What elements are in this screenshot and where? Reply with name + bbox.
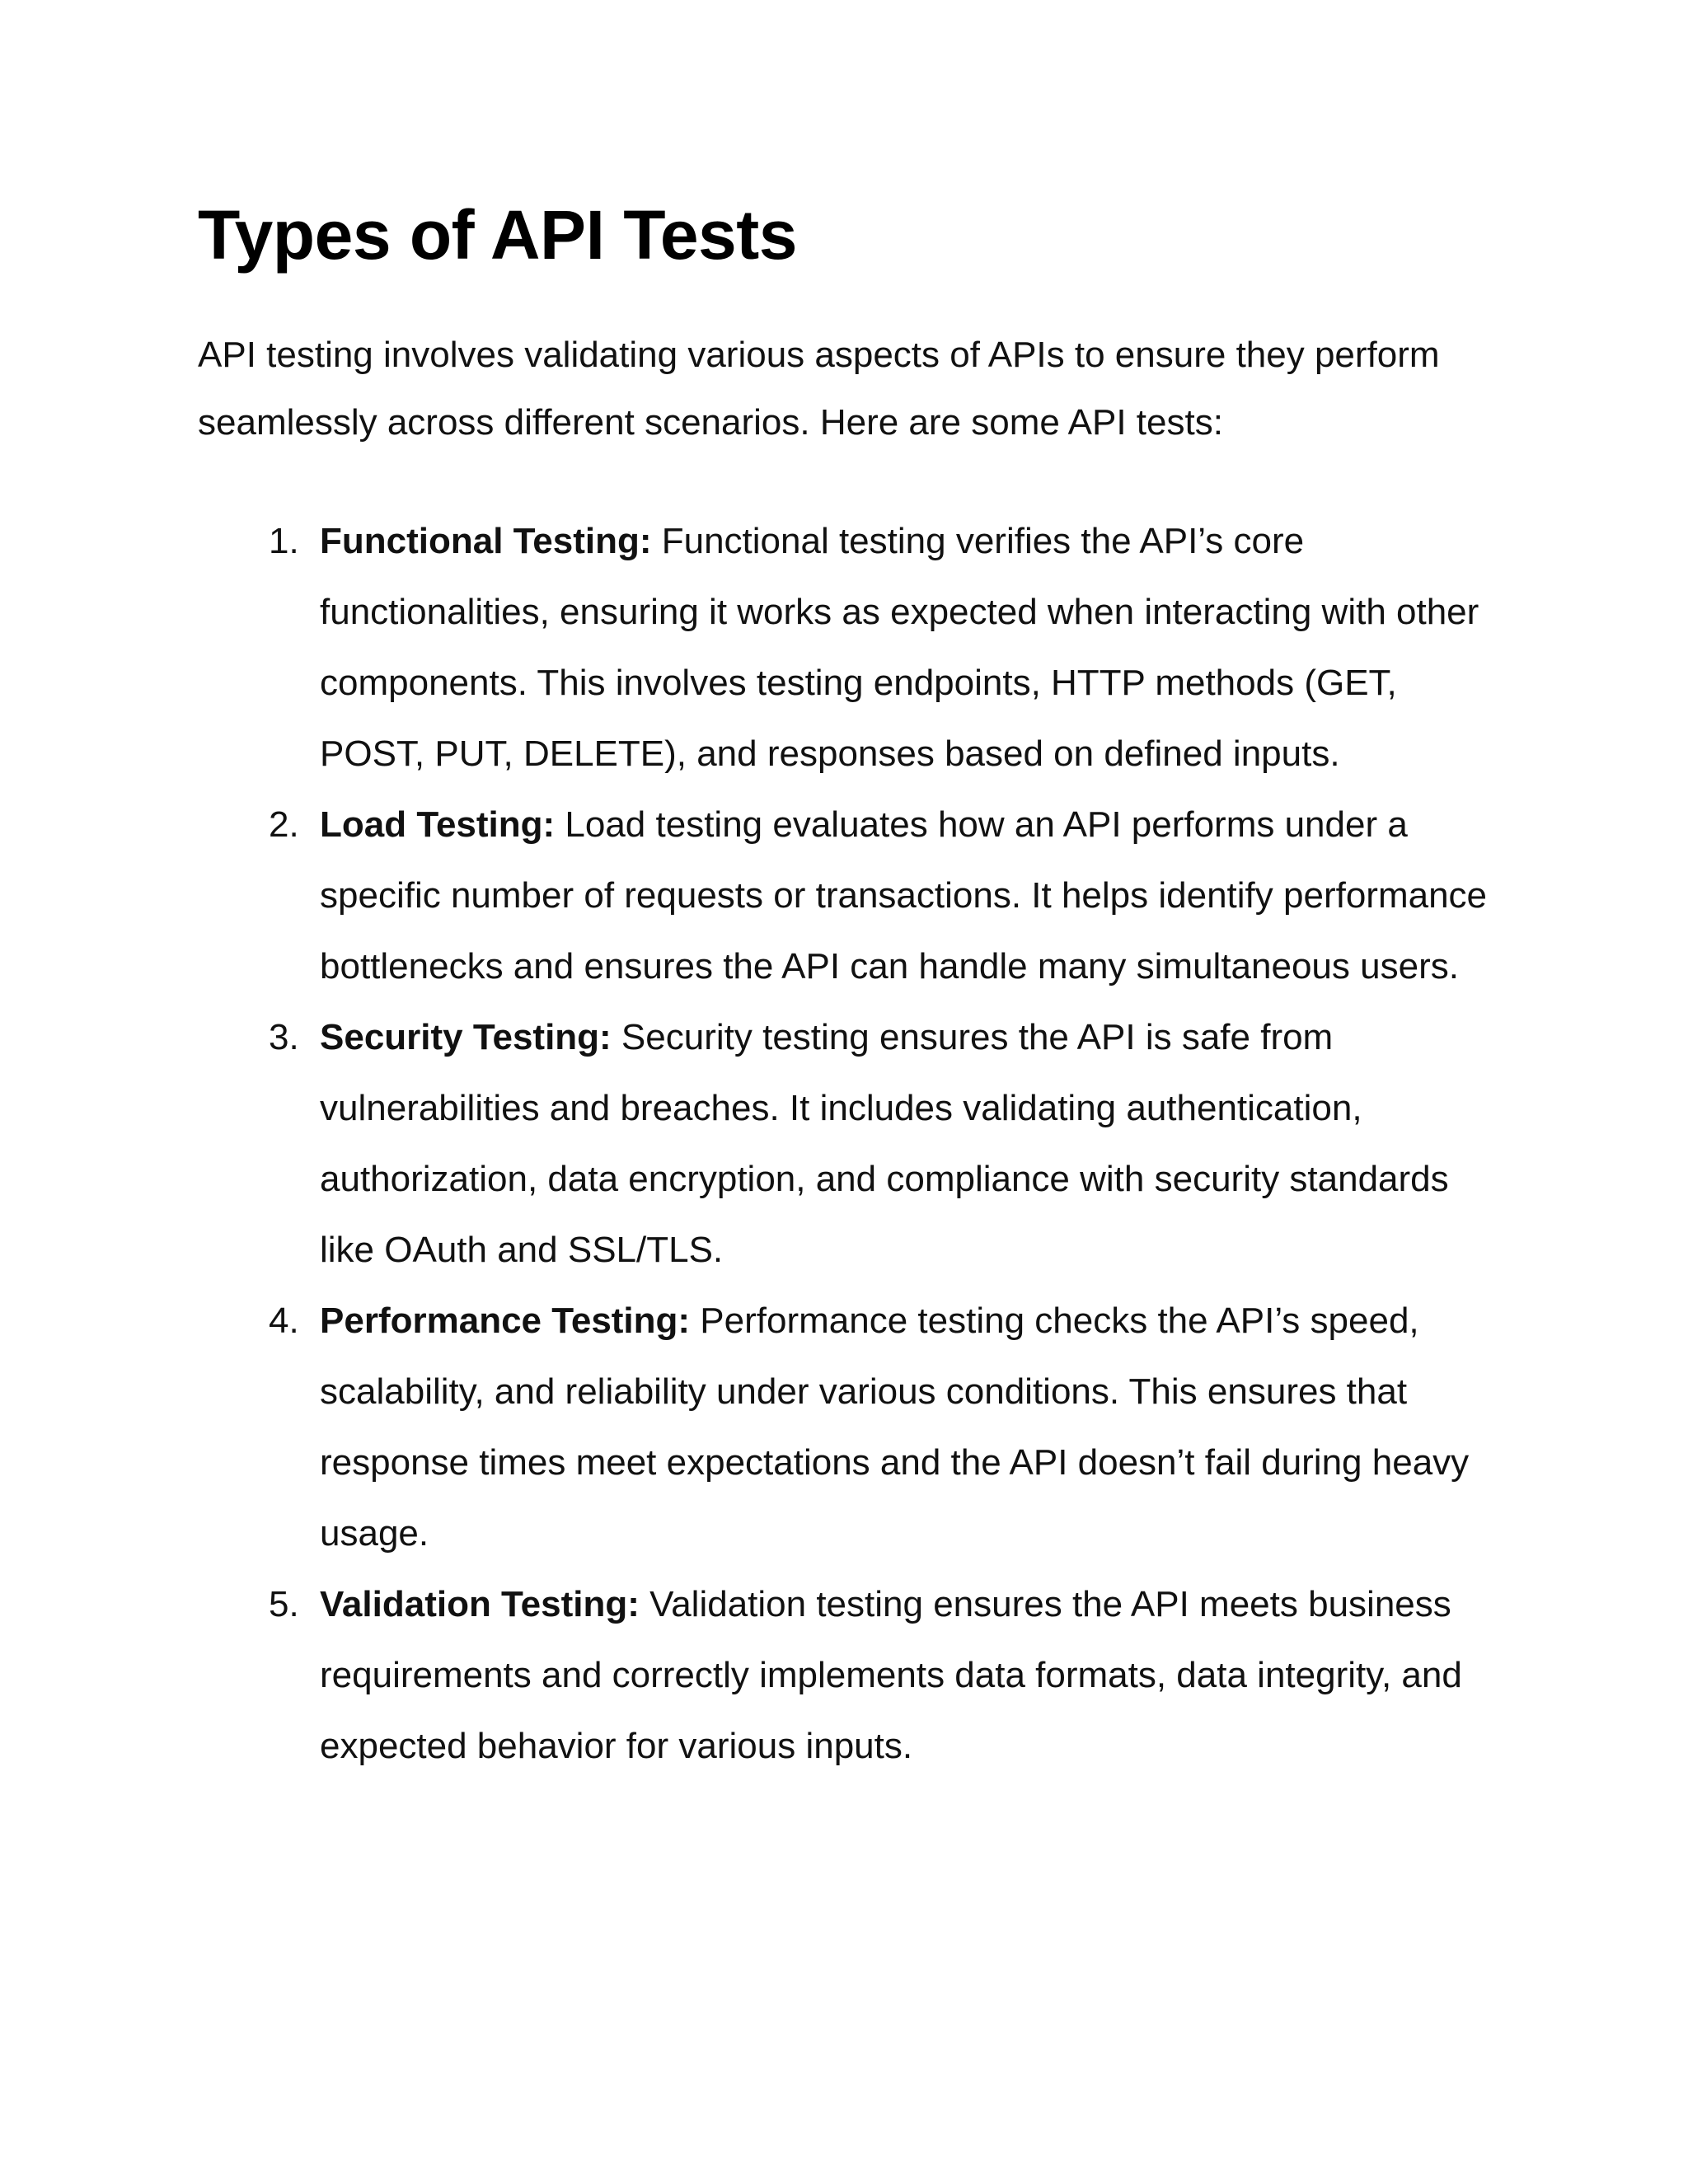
list-item-text: Performance testing checks the API’s speed, scalability, and reliability under various conditions. This ensures that response times meet expectations and the API doesn’t fail during heavy usage. [320,1301,1470,1554]
list-item-text: Load testing evaluates how an API performs under a specific number of requests or transactions. It helps identify performance bottlenecks and ensures the API can handle many simultaneous users. [320,804,1488,987]
list-item-security-testing [198,1002,1490,1286]
list-item-term: Performance Testing: [320,1301,691,1341]
list-item-term: Functional Testing: [320,521,652,561]
list-item-performance-testing [198,1286,1490,1569]
list-item-text: Security testing ensures the API is safe from vulnerabilities and breaches. It includes validating authentication, authorization, data encryption, and compliance with security standards like OAuth and SSL/TLS. [320,1017,1449,1270]
list-number: 1. [269,521,299,561]
list-item-term: Load Testing: [320,804,556,845]
page-title: Types of API Tests [198,196,797,274]
list-item-functional-testing [198,506,1490,790]
list-number: 2. [269,804,299,845]
list-number: 5. [269,1584,299,1624]
list-item-text: Validation testing ensures the API meets business requirements and correctly implements data formats, data integrity, and expected behavior for various inputs. [320,1584,1462,1766]
list-number: 3. [269,1017,299,1057]
list-item-validation-testing [198,1569,1490,1782]
list-item-load-testing [198,790,1490,1002]
list-item-text: Functional testing verifies the API’s core functionalities, ensuring it works as expected when interacting with other components. This involves testing endpoints, HTTP methods (GET, POST, PUT, DELETE), and responses based on defined inputs. [320,521,1479,774]
list-item-term: Validation Testing: [320,1584,640,1624]
intro-paragraph: API testing involves validating various aspects of APIs to ensure they perform seamlessly across different scenarios. Here are some API tests: [198,335,1440,443]
document-page [198,190,1517,1782]
list-number: 4. [269,1301,299,1341]
test-types-list [198,506,1517,1782]
list-item-term: Security Testing: [320,1017,612,1057]
